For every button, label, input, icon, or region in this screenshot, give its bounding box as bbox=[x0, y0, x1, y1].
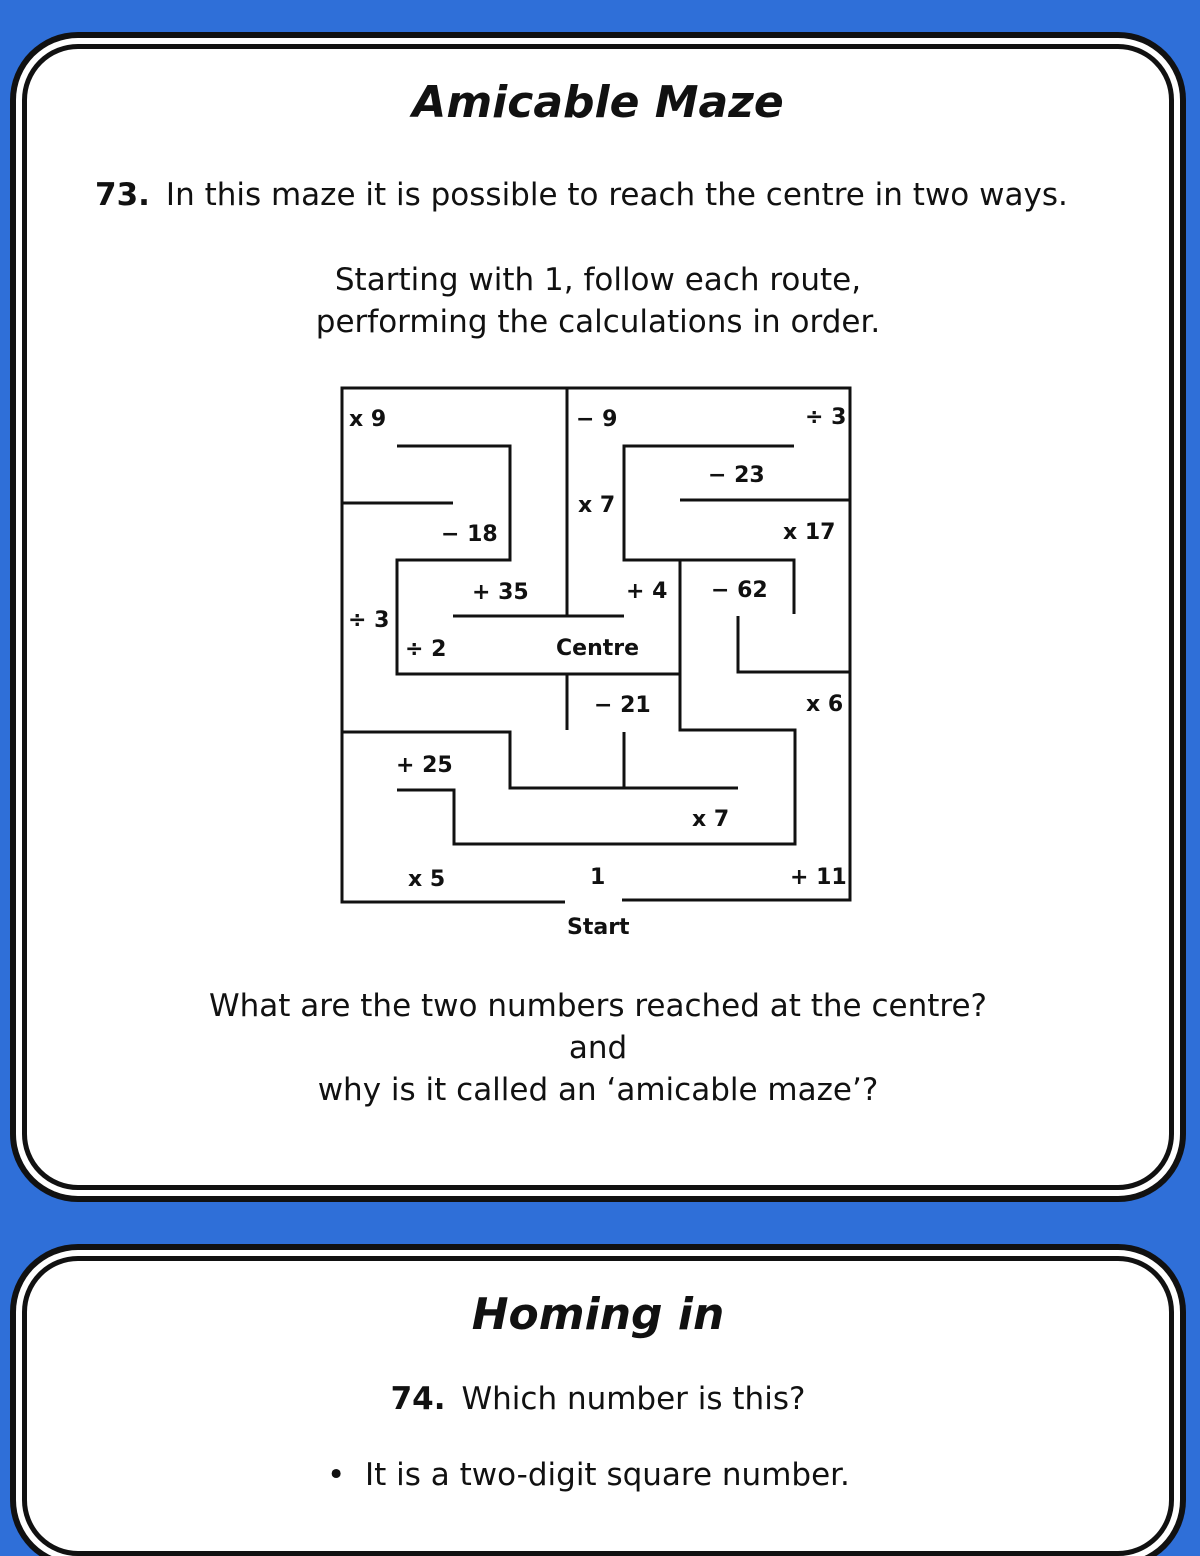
maze-start-label: Start bbox=[567, 915, 630, 940]
question-74 bbox=[27, 1381, 1169, 1417]
card-title: Amicable Maze bbox=[412, 77, 784, 128]
op-plus25: + 25 bbox=[396, 753, 453, 778]
question2-line-3: why is it called an ‘amicable maze’? bbox=[317, 1072, 879, 1108]
op-minus9: − 9 bbox=[576, 407, 618, 432]
card-title: Homing in bbox=[471, 1289, 725, 1340]
op-x7-low: x 7 bbox=[692, 807, 730, 832]
op-plus11: + 11 bbox=[790, 865, 847, 890]
question-number: 73. bbox=[95, 177, 150, 213]
puzzle-card-amicable-maze bbox=[22, 44, 1174, 1190]
op-div2: ÷ 2 bbox=[405, 637, 447, 662]
clue-text: It is a two-digit square number. bbox=[365, 1457, 850, 1493]
instruction-line-1: Starting with 1, follow each route, bbox=[334, 262, 862, 298]
question-text: In this maze it is possible to reach the centre in two ways. bbox=[165, 177, 1068, 213]
follow-up-question bbox=[27, 985, 1169, 1111]
puzzle-card-homing-in bbox=[22, 1256, 1174, 1556]
bullet-icon: • bbox=[327, 1457, 365, 1493]
instruction-line-2: performing the calculations in order. bbox=[315, 304, 881, 340]
question-number: 74. bbox=[390, 1381, 446, 1417]
op-x17: x 17 bbox=[783, 520, 836, 545]
question-text: Which number is this? bbox=[461, 1381, 806, 1417]
op-plus35: + 35 bbox=[472, 580, 529, 605]
question2-line-2: and bbox=[568, 1030, 628, 1066]
op-minus62: − 62 bbox=[711, 578, 768, 603]
op-minus18: − 18 bbox=[441, 522, 498, 547]
op-x5: x 5 bbox=[408, 867, 446, 892]
op-x9: x 9 bbox=[349, 407, 387, 432]
op-x6: x 6 bbox=[806, 692, 844, 717]
maze-centre-label: Centre bbox=[556, 636, 640, 661]
op-minus23: − 23 bbox=[708, 463, 765, 488]
op-div3-left: ÷ 3 bbox=[348, 608, 390, 633]
start-value: 1 bbox=[590, 865, 606, 890]
op-div3-top: ÷ 3 bbox=[805, 405, 847, 430]
op-minus21: − 21 bbox=[594, 693, 651, 718]
maze-wall bbox=[738, 616, 850, 672]
op-plus4: + 4 bbox=[626, 579, 668, 604]
op-x7-mid: x 7 bbox=[578, 493, 616, 518]
clue-bullet bbox=[327, 1457, 850, 1493]
question2-line-1: What are the two numbers reached at the centre? bbox=[208, 988, 987, 1024]
